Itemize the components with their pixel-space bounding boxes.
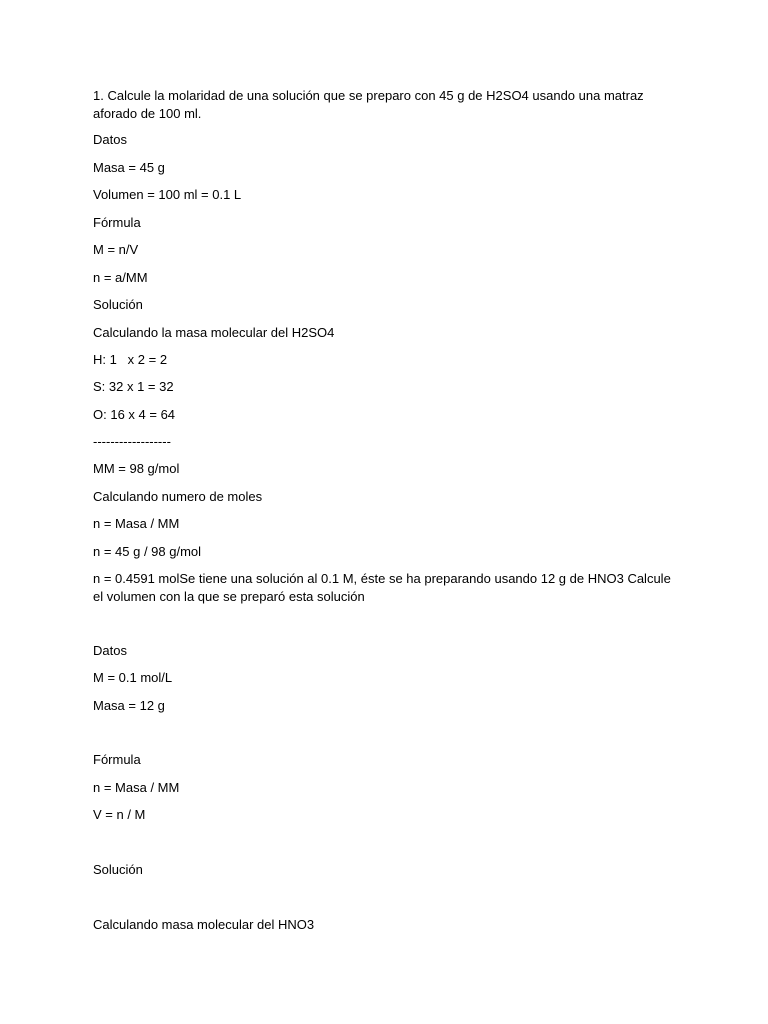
- calc-moles-values: n = 45 g / 98 g/mol: [93, 544, 202, 559]
- heading-solucion: Solución: [93, 297, 143, 312]
- formula-molarity: M = n/V: [93, 242, 139, 257]
- calc-moles-formula: n = Masa / MM: [93, 516, 180, 531]
- data-masa: Masa = 45 g: [93, 160, 165, 175]
- data-volumen: Volumen = 100 ml = 0.1 L: [93, 187, 242, 202]
- step-moles: Calculando numero de moles: [93, 489, 263, 504]
- calc-hydrogen: H: 1 x 2 = 2: [93, 352, 168, 367]
- problem-2-statement: n = 0.4591 molSe tiene una solución al 0.1 M, éste se ha preparando usando 12 g de HNO3 Calcule el volumen con la que se preparó esta solución: [93, 571, 671, 604]
- result-molar-mass: MM = 98 g/mol: [93, 461, 180, 476]
- heading-formula-2: Fórmula: [93, 752, 141, 767]
- heading-datos-2: Datos: [93, 643, 127, 658]
- data-molarity: M = 0.1 mol/L: [93, 670, 173, 685]
- step-molecular-mass-2: Calculando masa molecular del HNO3: [93, 917, 315, 932]
- step-molecular-mass: Calculando la masa molecular del H2SO4: [93, 325, 335, 340]
- heading-solucion-2: Solución: [93, 862, 143, 877]
- heading-formula: Fórmula: [93, 215, 141, 230]
- heading-datos: Datos: [93, 132, 127, 147]
- formula-moles: n = a/MM: [93, 270, 148, 285]
- problem-1-statement: 1. Calcule la molaridad de una solución que se preparo con 45 g de H2SO4 usando una matraz aforado de 100 ml.: [93, 88, 644, 121]
- calc-oxygen: O: 16 x 4 = 64: [93, 407, 176, 422]
- formula-moles-2: n = Masa / MM: [93, 780, 180, 795]
- data-masa-2: Masa = 12 g: [93, 698, 165, 713]
- separator-dashes: ------------------: [93, 434, 171, 449]
- formula-volume: V = n / M: [93, 807, 146, 822]
- calc-sulfur: S: 32 x 1 = 32: [93, 379, 174, 394]
